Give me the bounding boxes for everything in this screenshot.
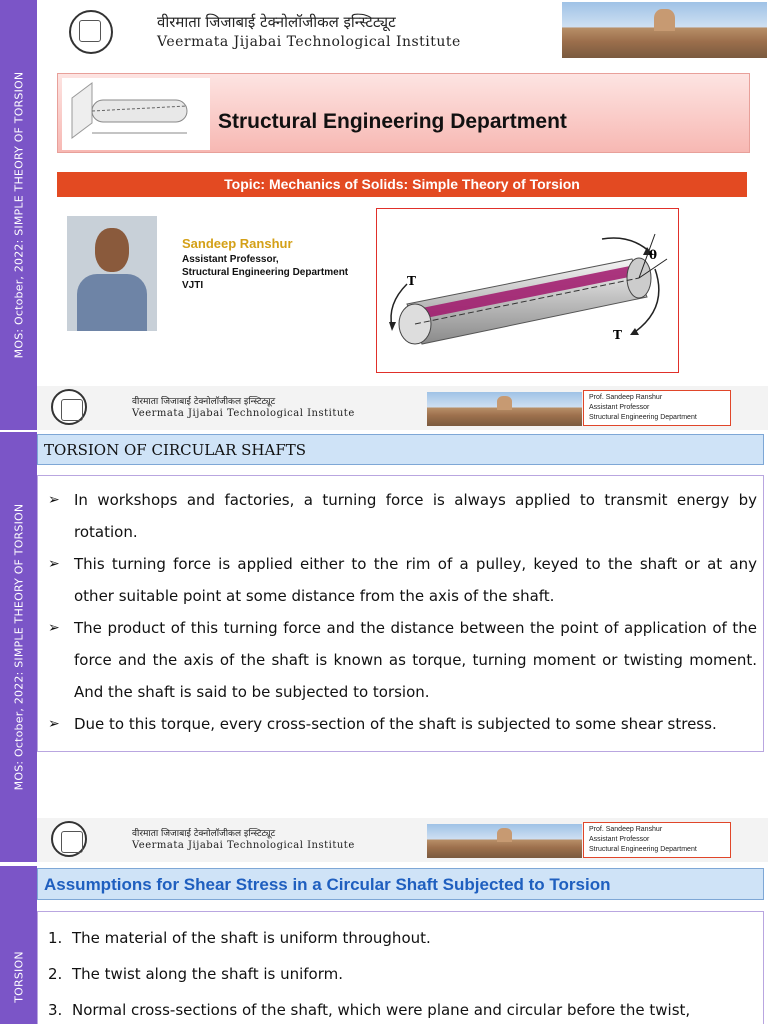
credit-title: Assistant Professor <box>589 836 650 843</box>
footer-logo <box>51 821 87 857</box>
slide-footer <box>37 818 768 862</box>
item-number: 2. <box>48 965 63 983</box>
credit-title: Assistant Professor <box>589 404 650 411</box>
credit-name: Prof. Sandeep Ranshur <box>589 394 663 401</box>
item-number: 1. <box>48 929 63 947</box>
slide-torsion-circular-shafts <box>0 432 768 862</box>
institute-name-hindi: वीरमाता जिजाबाई टेक्नोलॉजीकल इन्स्टिट्यूट <box>157 13 396 31</box>
shaft-thumbnail <box>62 78 210 150</box>
presenter-org: VJTI <box>182 280 204 291</box>
topic-text: Topic: Mechanics of Solids: Simple Theory of Torsion <box>224 176 580 192</box>
bullet-item: ➢ The product of this turning force and the distance between the point of application of the force and the axis of the shaft is known as torque, turning moment or twisting moment. And the shaft is said to be subjected to torsion. <box>46 612 757 708</box>
slide-sidebar <box>0 866 37 1024</box>
credit-name: Prof. Sandeep Ranshur <box>589 826 663 833</box>
item-text: The material of the shaft is uniform throughout. <box>72 929 431 947</box>
institute-header <box>37 0 768 62</box>
twist-angle-label: θ <box>649 248 658 262</box>
torque-label-right: T <box>613 328 622 342</box>
department-title: Structural Engineering Department <box>218 110 567 133</box>
sidebar-label: MOS: October, 2022: SIMPLE THEORY OF TORSION <box>12 71 25 359</box>
assumptions-heading-box <box>37 868 764 900</box>
bullet-box <box>37 475 764 752</box>
torque-label-left: T <box>407 274 416 288</box>
footer-building-image <box>427 824 582 858</box>
footer-institute-hindi: वीरमाता जिजाबाई टेक्नोलॉजीकल इन्स्टिट्यूट <box>132 397 276 407</box>
footer-credit-box <box>583 390 731 426</box>
assumption-item <box>42 992 757 1024</box>
footer-credit-box <box>583 822 731 858</box>
institute-name-english: Veermata Jijabai Technological Institute <box>157 34 461 50</box>
credit-department: Structural Engineering Department <box>589 846 697 853</box>
assumptions-list-box <box>37 911 764 1024</box>
department-banner <box>57 73 750 153</box>
shaft-thumbnail-icon <box>62 78 210 150</box>
presenter-photo <box>67 216 157 331</box>
presenter-department: Structural Engineering Department <box>182 267 349 278</box>
footer-institute-english: Veermata Jijabai Technological Institute <box>132 408 355 419</box>
slide-assumptions <box>0 866 768 1024</box>
sidebar-label: TORSION <box>12 950 25 1003</box>
torsion-figure <box>376 208 679 373</box>
item-number: 3. <box>48 1001 63 1019</box>
presenter-name: Sandeep Ranshur <box>182 236 293 251</box>
institute-building-image <box>562 2 767 58</box>
bullet-item: ➢ In workshops and factories, a turning force is always applied to transmit energy by rotation. <box>46 484 757 548</box>
section-heading: TORSION OF CIRCULAR SHAFTS <box>44 441 307 459</box>
slide-sidebar <box>0 432 37 862</box>
assumption-item <box>42 920 757 956</box>
footer-institute-english: Veermata Jijabai Technological Institute <box>132 840 355 851</box>
credit-department: Structural Engineering Department <box>589 414 697 421</box>
institute-logo <box>69 10 113 54</box>
topic-bar <box>57 172 747 197</box>
slide-sidebar <box>0 0 37 430</box>
footer-logo <box>51 389 87 425</box>
bullet-item: ➢ Due to this torque, every cross-section of the shaft is subjected to some shear stress. <box>46 708 757 740</box>
assumptions-heading: Assumptions for Shear Stress in a Circular Shaft Subjected to Torsion <box>44 875 611 894</box>
presenter-title: Assistant Professor, <box>182 254 279 265</box>
item-text: Normal cross-sections of the shaft, which were plane and circular before the twist, <box>72 1001 691 1019</box>
sidebar-label: MOS: October, 2022: SIMPLE THEORY OF TORSION <box>12 503 25 791</box>
slide-footer <box>37 386 768 430</box>
item-text: The twist along the shaft is uniform. <box>72 965 344 983</box>
twisted-shaft-diagram <box>377 209 680 374</box>
bullet-item: ➢ This turning force is applied either to the rim of a pulley, keyed to the shaft or at any other suitable point at some distance from the axis of the shaft. <box>46 548 757 612</box>
slide-title <box>0 0 768 430</box>
footer-building-image <box>427 392 582 426</box>
assumption-item <box>42 956 757 992</box>
footer-institute-hindi: वीरमाता जिजाबाई टेक्नोलॉजीकल इन्स्टिट्यूट <box>132 829 276 839</box>
section-heading-box <box>37 434 764 465</box>
